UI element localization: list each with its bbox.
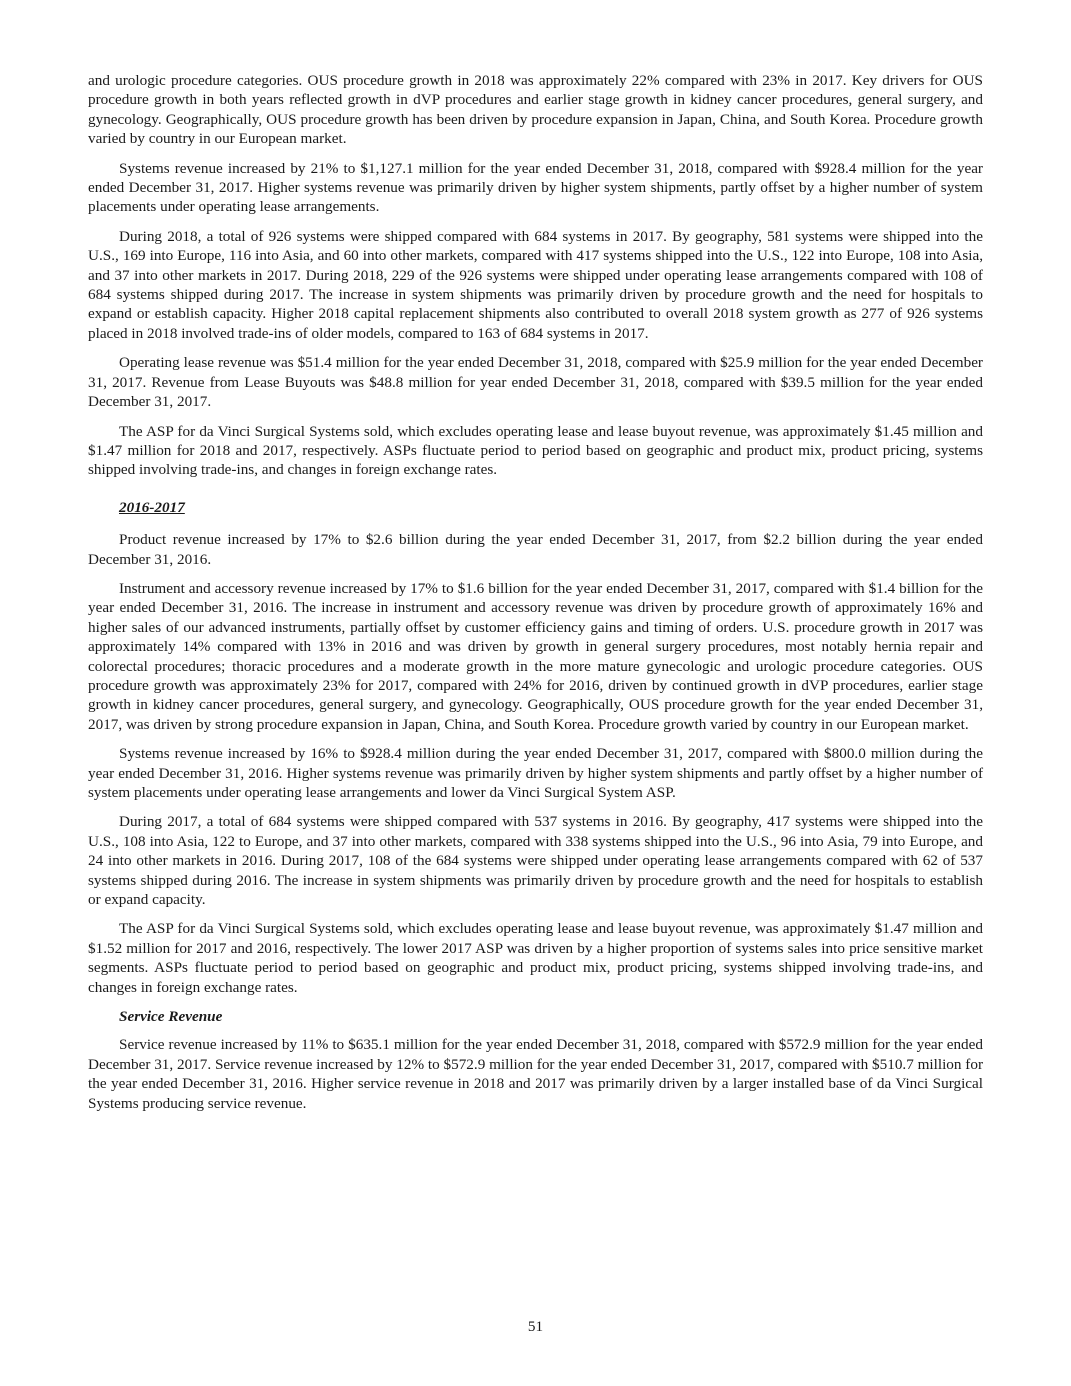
- paragraph-system-shipments-2017: During 2017, a total of 684 systems were shipped compared with 537 systems in 2016. By geography, 417 systems were shipped into the U.S., 108 into Asia, 122 to Europe, and 37 into other markets, compared with 338 systems shipped into the U.S., 96 into Asia, 79 into Europe, and 24 into other markets in 2016. During 2017, 108 of the 684 systems were shipped under operating lease arrangements compared with 62 of 537 systems shipped during 2016. The increase in system shipments was primarily driven by procedure growth and the need for hospitals to establish or expand capacity.: [88, 813, 983, 909]
- paragraph-instrument-accessory-revenue-2017: Instrument and accessory revenue increased by 17% to $1.6 billion for the year ended December 31, 2017, compared with $1.4 billion for the year ended December 31, 2016. The increase in instrument and accessory revenue was driven by procedure growth of approximately 16% and higher sales of our advanced instruments, partially offset by customer efficiency gains and timing of orders. U.S. procedure growth in 2017 was approximately 14% compared with 13% in 2016 and was driven by growth in general surgery procedures, most notably hernia repair and colorectal procedures; thoracic procedures and a moderate growth in the more mature gynecologic and urologic procedure categories. OUS procedure growth was approximately 23% for 2017, compared with 24% for 2016, driven by continued growth in dVP procedures, earlier stage growth in kidney cancer procedures, general surgery, and gynecology. Geographically, OUS procedure growth for the year ended December 31, 2017, was driven by strong procedure expansion in Japan, China, and South Korea. Procedure growth varied by country in our European market.: [88, 579, 983, 733]
- paragraph-systems-revenue-2017: Systems revenue increased by 16% to $928.4 million during the year ended December 31, 2017, compared with $800.0 million during the year ended December 31, 2016. Higher systems revenue was primarily driven by higher system shipments and partly offset by a higher number of system placements under operating lease arrangements and lower da Vinci Surgical System ASP.: [88, 745, 983, 801]
- document-body: [88, 71, 983, 1123]
- section-heading-2016-2017: 2016-2017: [119, 498, 185, 516]
- section-heading-service-revenue: Service Revenue: [119, 1008, 223, 1026]
- paragraph-asp-2017: The ASP for da Vinci Surgical Systems sold, which excludes operating lease and lease buyout revenue, was approximately $1.47 million and $1.52 million for 2017 and 2016, respectively. The lower 2017 ASP was driven by a higher proportion of systems sales into price sensitive market segments. ASPs fluctuate period to period based on geographic and product mix, product pricing, systems shipped involving trade-ins, and changes in foreign exchange rates.: [88, 920, 983, 996]
- paragraph-operating-lease-revenue-2018: Operating lease revenue was $51.4 million for the year ended December 31, 2018, compared with $25.9 million for the year ended December 31, 2017. Revenue from Lease Buyouts was $48.8 million for year ended December 31, 2018, compared with $39.5 million for the year ended December 31, 2017.: [88, 354, 983, 411]
- paragraph-system-shipments-2018: During 2018, a total of 926 systems were shipped compared with 684 systems in 2017. By geography, 581 systems were shipped into the U.S., 169 into Europe, 116 into Asia, and 60 into other markets, compared with 417 systems shipped into the U.S., 122 into Europe, 108 into Asia, and 37 into other markets in 2017. During 2018, 229 of the 926 systems were shipped under operating lease arrangements compared with 108 of 684 systems shipped during 2017. The increase in system shipments was primarily driven by procedure growth and the need for hospitals to expand or establish capacity. Higher 2018 capital replacement shipments also contributed to overall 2018 system growth as 277 of 926 systems placed in 2018 involved trade-ins of older models, compared to 163 of 684 systems in 2017.: [88, 227, 983, 342]
- paragraph-service-revenue: Service revenue increased by 11% to $635.1 million for the year ended December 31, 2018, compared with $572.9 million for the year ended December 31, 2017. Service revenue increased by 12% to $572.9 million for the year ended December 31, 2017, compared with $510.7 million for the year ended December 31, 2016. Higher service revenue in 2018 and 2017 was primarily driven by a larger installed base of da Vinci Surgical Systems producing service revenue.: [88, 1036, 983, 1112]
- paragraph-ous-procedure-growth-2018: and urologic procedure categories. OUS procedure growth in 2018 was approximately 22% compared with 23% in 2017. Key drivers for OUS procedure growth in both years reflected growth in dVP procedures and earlier stage growth in kidney cancer procedures, general surgery, and gynecology. Geographically, OUS procedure growth has been driven by procedure expansion in Japan, China, and South Korea. Procedure growth varied by country in our European market.: [88, 72, 983, 148]
- paragraph-product-revenue-2017: Product revenue increased by 17% to $2.6 billion during the year ended December 31, 2017, from $2.2 billion during the year ended December 31, 2016.: [88, 531, 983, 568]
- paragraph-systems-revenue-2018: Systems revenue increased by 21% to $1,127.1 million for the year ended December 31, 2018, compared with $928.4 million for the year ended December 31, 2017. Higher systems revenue was primarily driven by higher system shipments, partly offset by a higher number of system placements under operating lease arrangements.: [88, 159, 983, 216]
- page-number: 51: [527, 1318, 544, 1335]
- paragraph-asp-2018: The ASP for da Vinci Surgical Systems sold, which excludes operating lease and lease buyout revenue, was approximately $1.45 million and $1.47 million for 2018 and 2017, respectively. ASPs fluctuate period to period based on geographic and product mix, product pricing, systems shipped involving trade-ins, and changes in foreign exchange rates.: [88, 422, 983, 479]
